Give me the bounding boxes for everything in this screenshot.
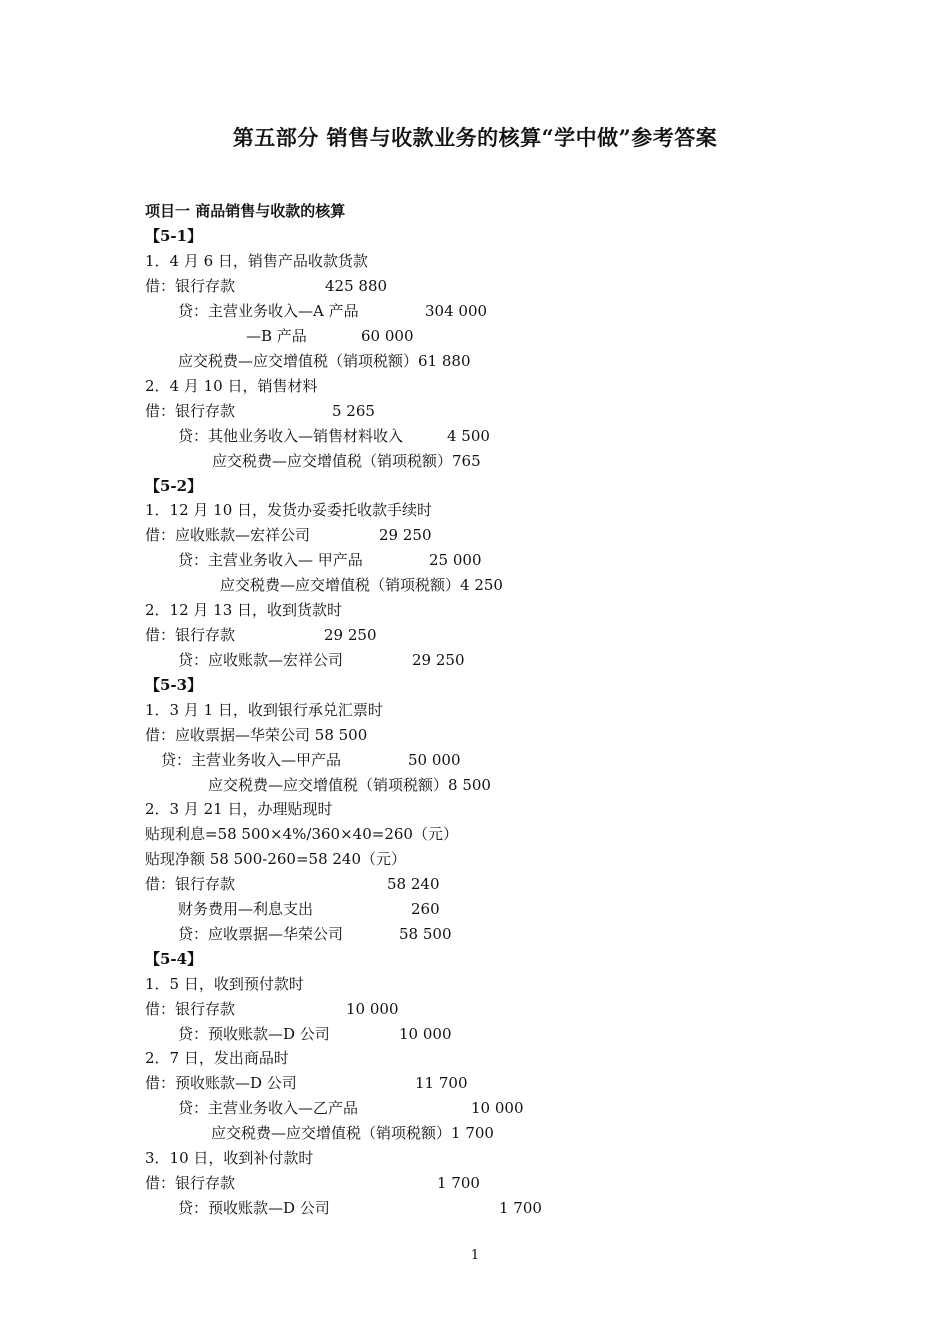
amount: 10 000 (346, 1000, 399, 1018)
account-name: 借：银行存款 (145, 875, 236, 893)
exercise-label: 【5-3】 (145, 676, 203, 694)
step-heading: 2．7 日，发出商品时 (145, 1049, 289, 1067)
account-name: 贷：预收账款—D 公司 (178, 1025, 330, 1043)
step-heading: 3．10 日，收到补付款时 (145, 1149, 314, 1167)
account-name: 应交税费—应交增值税（销项税额）1 700 (211, 1124, 494, 1142)
calculation-line: 贴现净额 58 500-260=58 240（元） (145, 850, 407, 868)
step-heading: 2．12 月 13 日，收到货款时 (145, 601, 343, 619)
account-name: 应交税费—应交增值税（销项税额）4 250 (220, 576, 503, 594)
amount: 10 000 (471, 1099, 524, 1117)
amount: 260 (411, 900, 440, 918)
account-name: —B 产品 (246, 327, 307, 345)
amount: 60 000 (361, 327, 414, 345)
amount: 5 265 (332, 402, 375, 420)
exercise-label: 【5-4】 (145, 950, 203, 968)
amount: 29 250 (324, 626, 377, 644)
account-name: 财务费用—利息支出 (178, 900, 314, 918)
amount: 29 250 (412, 651, 465, 669)
account-name: 贷：主营业务收入—A 产品 (178, 302, 359, 320)
step-heading: 2．4 月 10 日，销售材料 (145, 377, 318, 395)
account-name: 借：预收账款—D 公司 (145, 1074, 297, 1092)
amount: 50 000 (408, 751, 461, 769)
step-heading: 1．4 月 6 日，销售产品收款货款 (145, 252, 368, 270)
step-heading: 1．5 日，收到预付款时 (145, 975, 304, 993)
amount: 4 500 (447, 427, 490, 445)
account-name: 应交税费—应交增值税（销项税额）765 (212, 452, 481, 470)
amount: 304 000 (425, 302, 488, 320)
amount: 25 000 (429, 551, 482, 569)
page-number: 1 (470, 1248, 480, 1263)
account-name: 贷：应收票据—华荣公司 (178, 925, 344, 943)
account-name: 借：银行存款 (145, 402, 236, 420)
amount: 11 700 (415, 1074, 468, 1092)
account-name: 贷：主营业务收入—乙产品 (178, 1099, 359, 1117)
account-name: 贷：主营业务收入—甲产品 (161, 751, 342, 769)
account-name: 贷：应收账款—宏祥公司 (178, 651, 344, 669)
amount: 58 500 (399, 925, 452, 943)
account-name: 借：银行存款 (145, 626, 236, 644)
step-heading: 1．3 月 1 日，收到银行承兑汇票时 (145, 701, 383, 719)
account-name: 应交税费—应交增值税（销项税额）61 880 (178, 352, 471, 370)
account-name: 应交税费—应交增值税（销项税额）8 500 (208, 776, 491, 794)
account-name: 贷：其他业务收入—销售材料收入 (178, 427, 404, 445)
account-name: 借：应收账款—宏祥公司 (145, 526, 311, 544)
amount: 10 000 (399, 1025, 452, 1043)
step-heading: 2．3 月 21 日，办理贴现时 (145, 800, 333, 818)
amount: 58 240 (387, 875, 440, 893)
amount: 1 700 (499, 1199, 542, 1217)
calculation-line: 贴现利息=58 500×4%/360×40=260（元） (145, 825, 458, 843)
page-title: 第五部分 销售与收款业务的核算“学中做”参考答案 (232, 125, 718, 150)
account-name: 贷：主营业务收入— 甲产品 (178, 551, 363, 569)
section-heading: 项目一 商品销售与收款的核算 (145, 202, 346, 220)
account-name: 借：银行存款 (145, 1174, 236, 1192)
account-name: 贷：预收账款—D 公司 (178, 1199, 330, 1217)
amount: 425 880 (325, 277, 388, 295)
account-name: 借：银行存款 (145, 277, 236, 295)
exercise-label: 【5-2】 (145, 477, 203, 495)
account-name: 借：银行存款 (145, 1000, 236, 1018)
amount: 29 250 (379, 526, 432, 544)
amount: 1 700 (437, 1174, 480, 1192)
step-heading: 1．12 月 10 日，发货办妥委托收款手续时 (145, 501, 433, 519)
account-name: 借：应收票据—华荣公司 58 500 (145, 726, 368, 744)
exercise-label: 【5-1】 (145, 227, 203, 245)
